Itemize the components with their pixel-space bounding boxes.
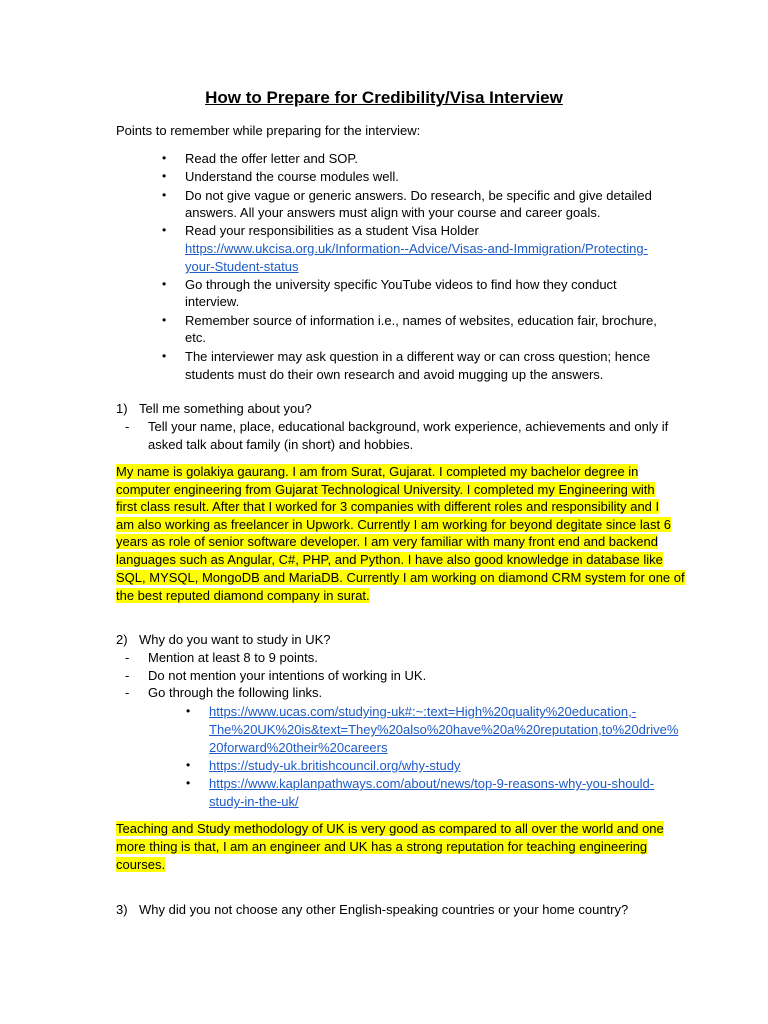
bullet-item: Understand the course modules well. [185,169,399,184]
ukcisa-link[interactable]: https://www.ukcisa.org.uk/Information--Advice/Visas-and-Immigration/Protecting- [185,241,648,256]
kaplan-link[interactable]: https://www.kaplanpathways.com/about/news/top-9-reasons-why-you-should- [209,776,655,791]
bullet-glyph: • [186,776,191,790]
bullet-glyph: • [162,277,167,291]
ucas-link-cont[interactable]: 20forward%20their%20careers [209,740,388,755]
bullet-item: Read the offer letter and SOP. [185,151,358,166]
answer-line: languages such as Angular, C#, PHP, and Python. I have also good knowledge in database like [116,552,663,567]
answer-line: the best reputed diamond company in surat. [116,588,370,603]
question-text: Why did you not choose any other English-speaking countries or your home country? [139,902,629,917]
answer-line: am also working as freelancer in Upwork. Currently I am working for beyond degitate since last 6 [116,517,671,532]
bullet-item: Remember source of information i.e., names of websites, education fair, brochure, [185,313,657,328]
intro-text: Points to remember while preparing for the interview: [116,123,421,138]
answer-line: courses. [116,857,166,872]
question-text: Why do you want to study in UK? [139,632,331,647]
bullet-item: The interviewer may ask question in a different way or can cross question; hence [185,349,651,364]
sub-point: Tell your name, place, educational background, work experience, achievements and only if [148,419,669,434]
bullet-glyph: • [186,704,191,718]
sub-point-cont: asked talk about family (in short) and hobbies. [148,437,414,452]
dash-glyph: - [125,668,130,683]
dash-glyph: - [125,650,130,665]
bullet-item-cont: answers. All your answers must align with your course and career goals. [185,205,601,220]
bullet-glyph: • [162,313,167,327]
bullet-item-cont: etc. [185,330,206,345]
answer-line: My name is golakiya gaurang. I am from Surat, Gujarat. I completed my bachelor degree in [116,464,639,479]
bullet-glyph: • [162,223,167,237]
ukcisa-link-cont[interactable]: your-Student-status [185,259,299,274]
answer-line: more thing is that, I am an engineer and UK has a strong reputation for teaching engineering [116,839,648,854]
dash-glyph: - [125,685,130,700]
answer-line: years as role of senior software developer. I am very familiar with many front end and backend [116,534,658,549]
bullet-item-cont: students must do their own research and avoid mugging up the answers. [185,367,604,382]
page-title: How to Prepare for Credibility/Visa Interview [205,88,563,107]
bullet-glyph: • [186,758,191,772]
dash-glyph: - [125,419,130,434]
question-number: 1) [116,401,128,416]
ucas-link-cont[interactable]: The%20UK%20is&text=They%20also%20have%20a%20reputation,to%20drive% [209,722,679,737]
bullet-glyph: • [162,169,167,183]
sub-point: Mention at least 8 to 9 points. [148,650,318,665]
question-number: 3) [116,902,128,917]
bullet-glyph: • [162,349,167,363]
bullet-item-cont: interview. [185,294,240,309]
sub-point: Go through the following links. [148,685,323,700]
bullet-glyph: • [162,188,167,202]
kaplan-link-cont[interactable]: study-in-the-uk/ [209,794,299,809]
sub-point: Do not mention your intentions of working in UK. [148,668,427,683]
bullet-item: Go through the university specific YouTube videos to find how they conduct [185,277,617,292]
question-number: 2) [116,632,128,647]
question-text: Tell me something about you? [139,401,312,416]
answer-line: SQL, MYSQL, MongoDB and MariaDB. Currently I am working on diamond CRM system for one of [116,570,685,585]
ucas-link[interactable]: https://www.ucas.com/studying-uk#:~:text=High%20quality%20education,- [209,704,637,719]
bullet-item: Do not give vague or generic answers. Do research, be specific and give detailed [185,188,652,203]
answer-line: first class result. After that I worked for 3 companies with different roles and responsibility and I [116,499,660,514]
bullet-item: Read your responsibilities as a student Visa Holder [185,223,479,238]
bullet-glyph: • [162,151,167,165]
answer-line: computer engineering from Gujarat Technological University. I completed my Engineering with [116,482,655,497]
british-council-link[interactable]: https://study-uk.britishcouncil.org/why-study [209,758,461,773]
answer-line: Teaching and Study methodology of UK is very good as compared to all over the world and one [116,821,664,836]
